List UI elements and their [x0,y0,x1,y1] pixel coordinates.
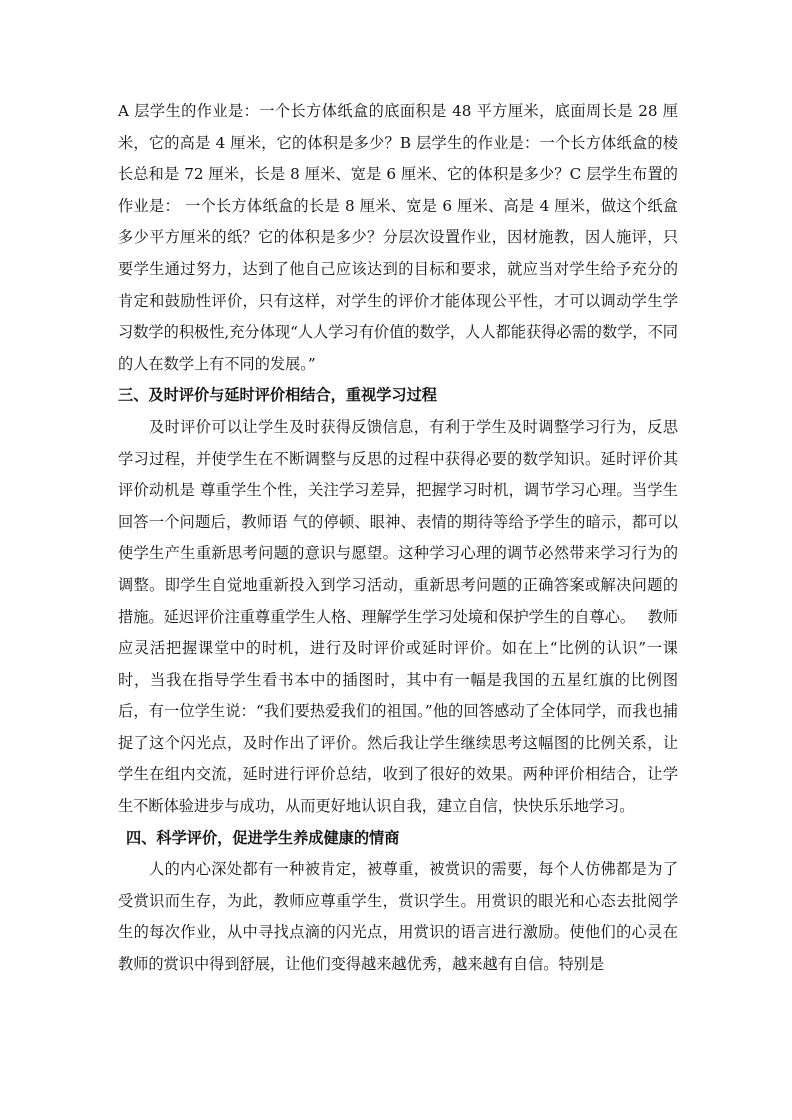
paragraph-scientific-evaluation: 人的内心深处都有一种被肯定，被尊重，被赏识的需要，每个人仿佛都是为了受赏识而生存，为此，教师应尊重学生，赏识学生。用赏识的眼光和心态去批阅学生的每次作业，从中寻找点滴的闪光点，用赏识的语言进行激励。使他们的心灵在教师的赏识中得到舒展，让他们变得越来越优秀，越来越有自信。特别是 [118,860,678,974]
section-heading-4: 四、科学评价，促进学生养成健康的情商 [126,828,400,847]
paragraph-layered-homework: A 层学生的作业是：一个长方体纸盒的底面积是 48 平方厘米，底面周长是 28 厘米，它的高是 4 厘米，它的体积是多少？B 层学生的作业是：一个长方体纸盒的棱长总和是 72 厘米，长是 8 厘米、宽是 6 厘米、它的体积是多少？C 层学生布置的作业是： 一个长方体纸盒的长是 8 厘米、宽是 6 厘米、高是 4 厘米，做这个纸盒多少平方厘米的纸？它的体积是多少？分层次设置作业，因材施教，因人施评，只要学生通过努力，达到了他自己应该达到的目标和要求，就应当对学生给予充分的肯定和鼓励性评价，只有这样，对学生的评价才能体现公平性，才可以调动学生学习数学的积极性,充分体现“人人学习有价值的数学，人人都能获得必需的数学，不同的人在数学上有不同的发展。” [118,102,678,373]
paragraph-timely-evaluation: 及时评价可以让学生及时获得反馈信息，有利于学生及时调整学习行为，反思学习过程，并使学生在不断调整与反思的过程中获得必要的数学知识。延时评价其评价动机是 尊重学生个性，关注学习差异，把握学习时机，调节学习心理。当学生回答一个问题后，教师语 气的停顿、眼神、表情的期待等给予学生的暗示，都可以使学生产生重新思考问题的意识与愿望。这种学习心理的调节必然带来学习行为的调整。即学生自觉地重新投入到学习活动，重新思考问题的正确答案或解决问题的措施。延迟评价注重尊重学生人格、理解学生学习处境和保护学生的自尊心。 教师应灵活把握课堂中的时机，进行及时评价或延时评价。如在上“比例的认识”一课时，当我在指导学生看书本中的插图时，其中有一幅是我国的五星红旗的比例图后，有一位学生说：“我们要热爱我们的祖国。”他的回答感动了全体同学，而我也捕捉了这个闪光点，及时作出了评价。然后我让学生继续思考这幅图的比例关系，让学生在组内交流，延时进行评价总结，收到了很好的效果。两种评价相结合，让学生不断体验进步与成功，从而更好地认识自我，建立自信，快快乐乐地学习。 [118,417,678,816]
document-page [118,96,678,981]
section-heading-3: 三、及时评价与延时评价相结合，重视学习过程 [118,386,437,405]
